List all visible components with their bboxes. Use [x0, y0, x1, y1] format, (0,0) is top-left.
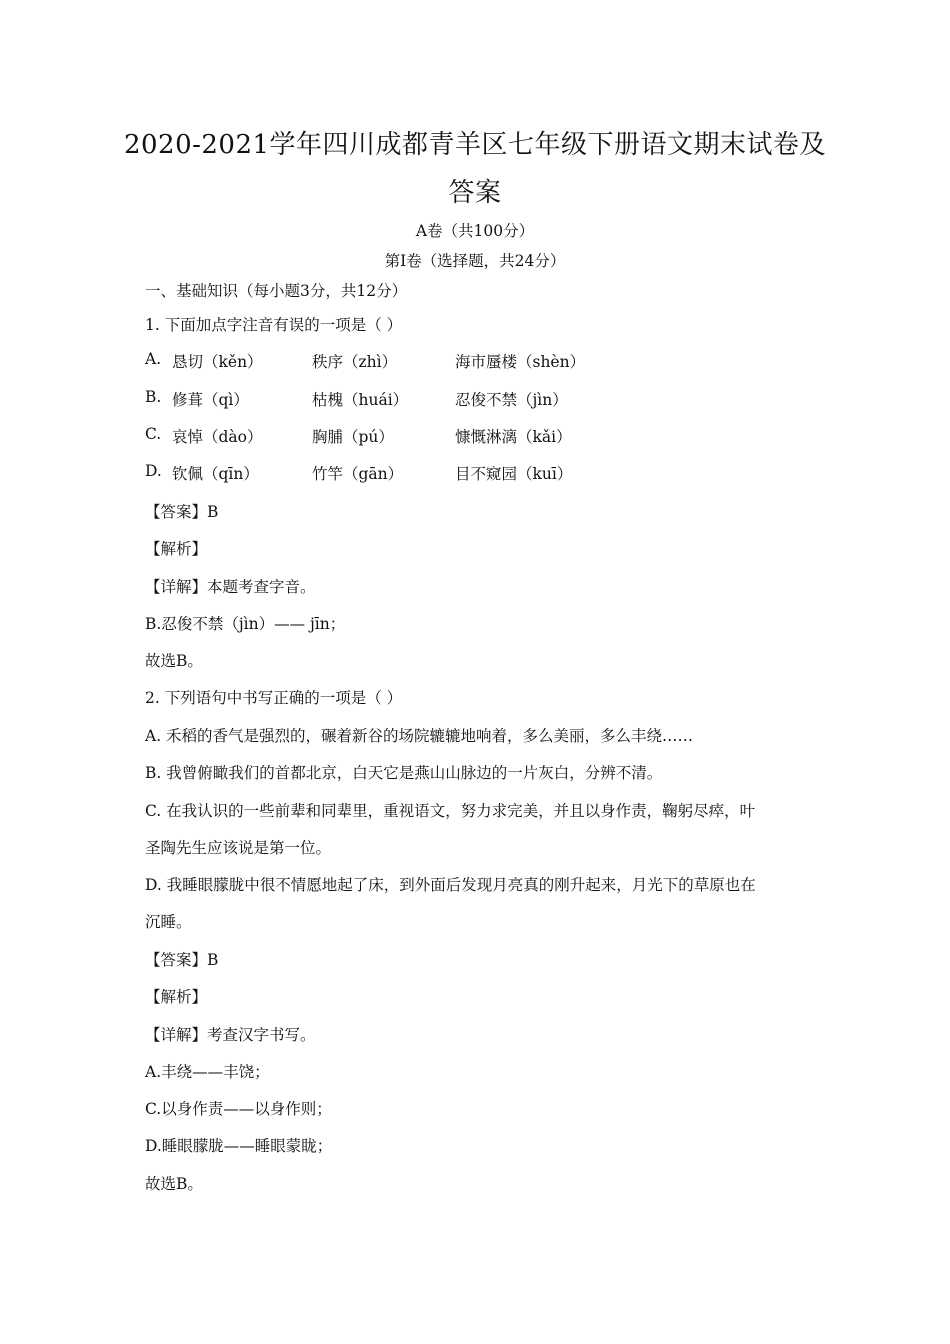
- option-item: 竹竿（gān）: [312, 465, 404, 483]
- q2-option-c-line2: 圣陶先生应该说是第一位。: [145, 839, 332, 857]
- q1-conclusion: 故选B。: [145, 652, 203, 670]
- option-label: D.: [145, 462, 162, 480]
- q1-stem: 1. 下面加点字注音有误的一项是（ ）: [145, 316, 403, 334]
- option-item: 钦佩（qīn）: [172, 465, 259, 483]
- q1-explain: B.忍俊不禁（jìn）—— jīn；: [145, 615, 346, 633]
- q2-explain-c: C.以身作责——以身作则；: [145, 1100, 332, 1118]
- q2-answer: 【答案】B: [145, 951, 219, 969]
- option-item: 枯槐（huái）: [312, 391, 409, 409]
- q2-option-c-line1: C. 在我认识的一些前辈和同辈里，重视语文，努力求完美，并且以身作责，鞠躬尽瘁，叶: [145, 802, 756, 820]
- option-label: A.: [145, 350, 162, 368]
- q2-conclusion: 故选B。: [145, 1175, 203, 1193]
- option-item: 海市蜃楼（shèn）: [455, 353, 586, 371]
- document-title-line1: 2020-2021学年四川成都青羊区七年级下册语文期末试卷及: [123, 130, 827, 160]
- q2-detail: 【详解】考查汉字书写。: [145, 1026, 316, 1044]
- q2-analysis: 【解析】: [145, 988, 208, 1006]
- option-item: 胸脯（pú）: [312, 428, 394, 446]
- q1-analysis: 【解析】: [145, 540, 208, 558]
- section-a-heading: A卷（共100分）: [415, 222, 535, 240]
- option-item: 目不窥园（kuī）: [455, 465, 573, 483]
- option-label: C.: [145, 425, 162, 443]
- option-item: 修葺（qì）: [172, 391, 249, 409]
- q2-explain-d: D.睡眼朦胧——睡眼蒙眬；: [145, 1137, 333, 1155]
- option-item: 忍俊不禁（jìn）: [455, 391, 568, 409]
- option-label: B.: [145, 388, 162, 406]
- option-item: 秩序（zhì）: [312, 353, 398, 371]
- option-item: 恳切（kěn）: [172, 353, 263, 371]
- q1-answer: 【答案】B: [145, 503, 219, 521]
- q2-explain-a: A.丰绕——丰饶；: [145, 1063, 270, 1081]
- q1-detail: 【详解】本题考查字音。: [145, 578, 316, 596]
- part1-heading: 一、基础知识（每小题3分，共12分）: [145, 282, 408, 300]
- q2-option-d-line1: D. 我睡眼朦胧中很不情愿地起了床，到外面后发现月亮真的刚升起来，月光下的草原也在: [145, 876, 756, 894]
- section-i-heading: 第I卷（选择题，共24分）: [384, 252, 566, 270]
- document-title-line2: 答案: [448, 178, 502, 208]
- q2-option-d-line2: 沉睡。: [145, 913, 192, 931]
- q2-stem: 2. 下列语句中书写正确的一项是（ ）: [145, 689, 403, 707]
- option-item: 慷慨淋漓（kǎi）: [455, 428, 572, 446]
- q2-option-a: A. 禾稻的香气是强烈的，碾着新谷的场院辘辘地响着，多么美丽，多么丰绕……: [145, 727, 694, 745]
- option-item: 哀悼（dào）: [172, 428, 263, 446]
- q2-option-b: B. 我曾俯瞰我们的首都北京，白天它是燕山山脉边的一片灰白，分辨不清。: [145, 764, 663, 782]
